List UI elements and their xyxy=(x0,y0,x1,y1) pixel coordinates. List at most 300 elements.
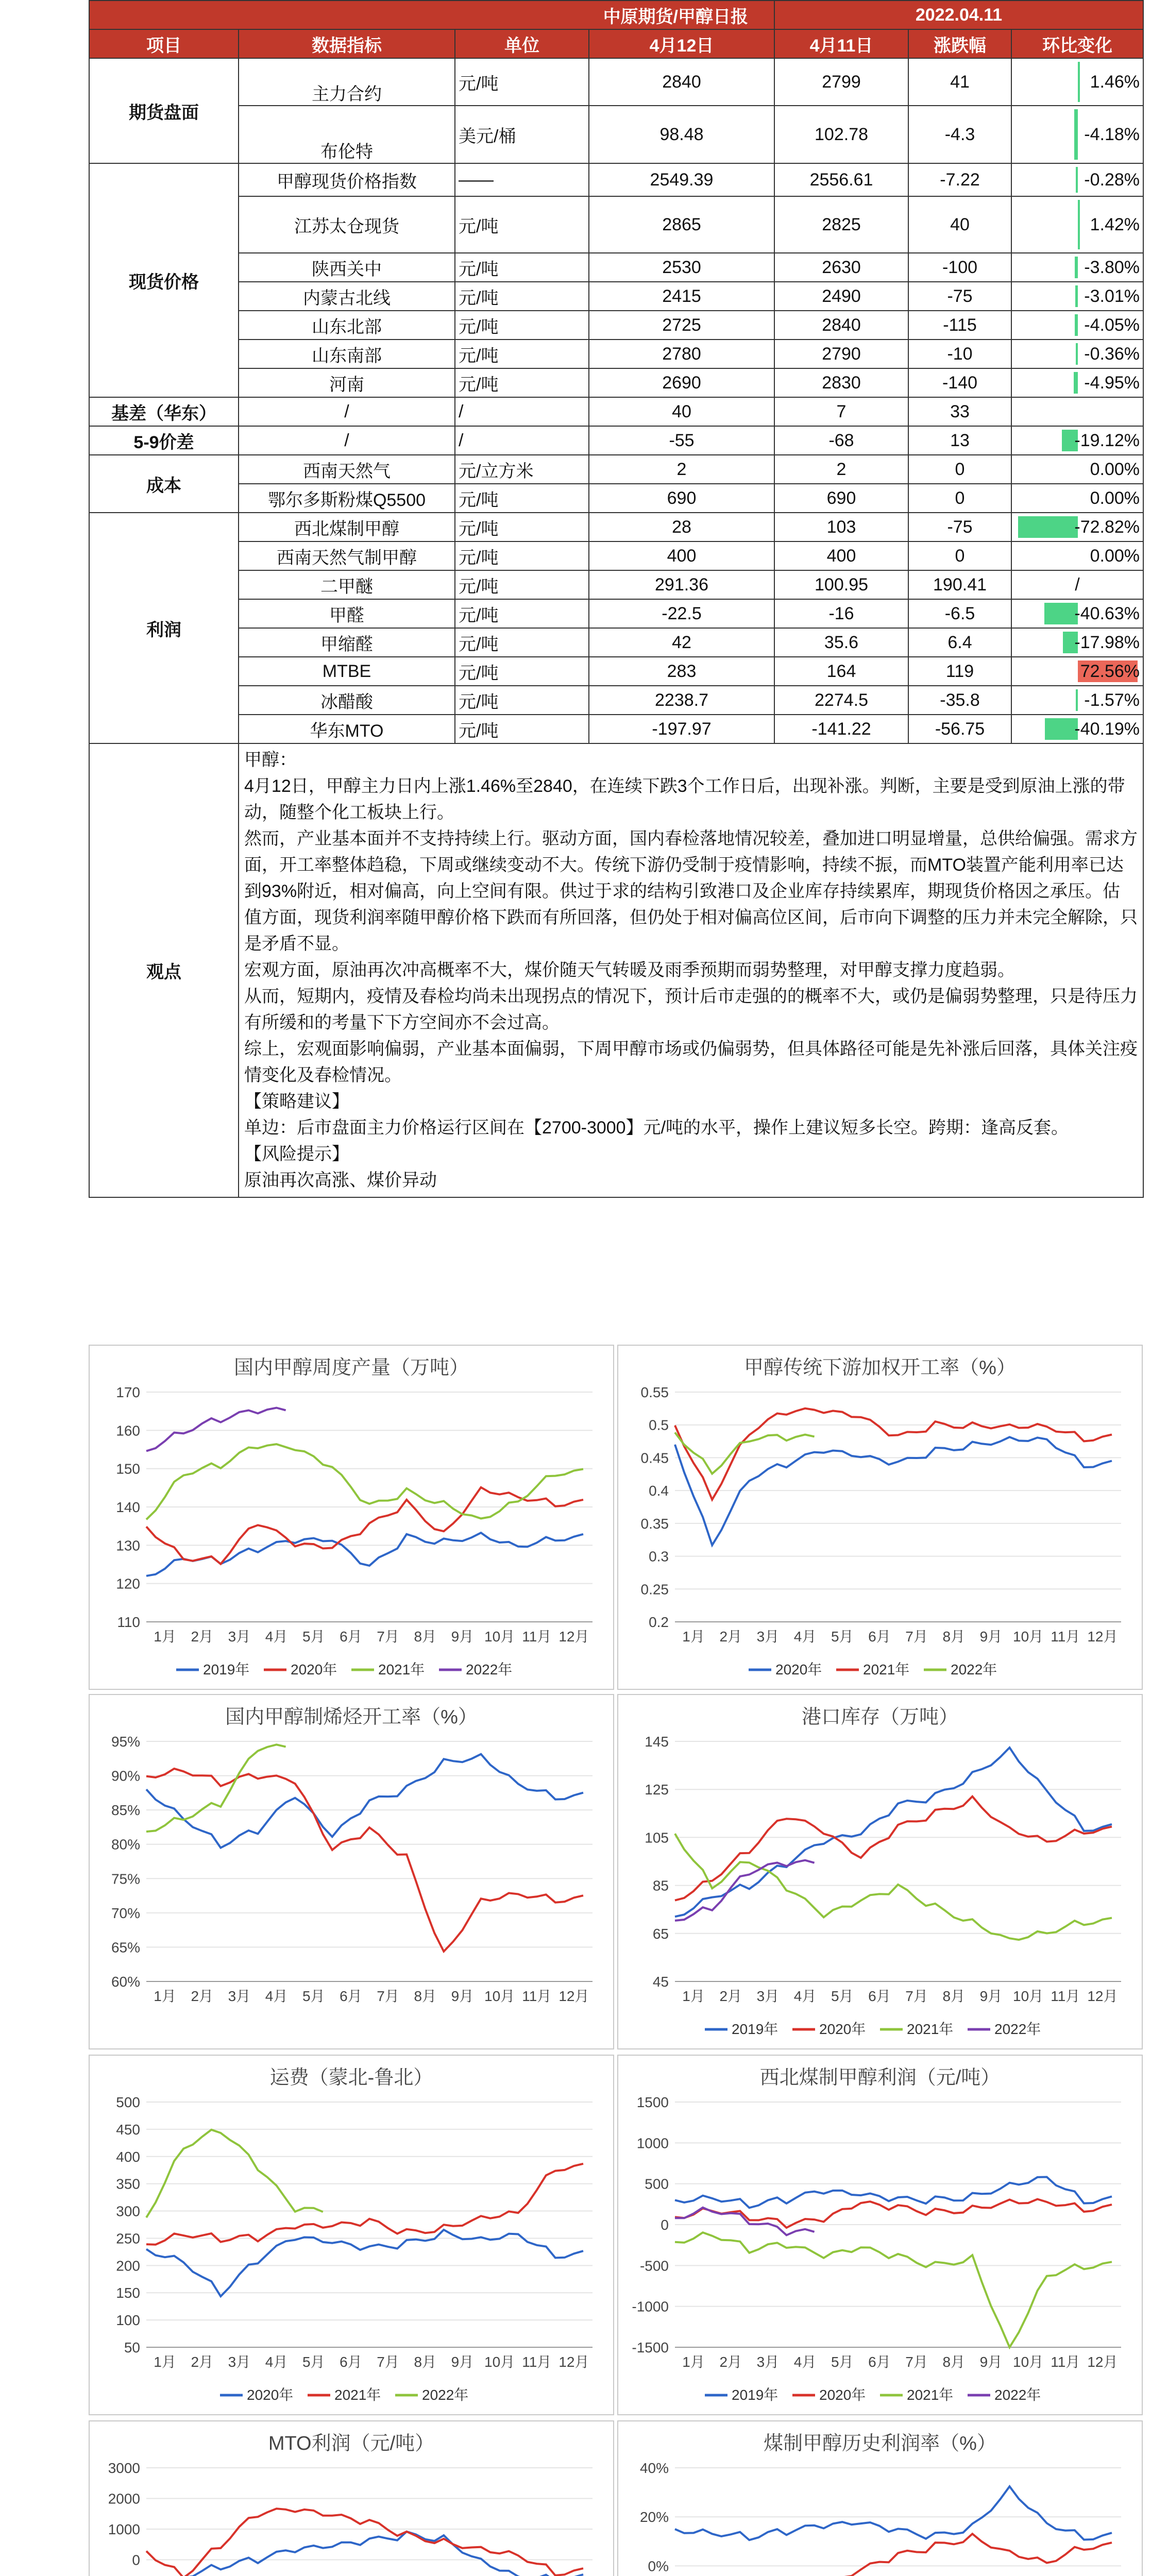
x-tick-label: 9月 xyxy=(451,1629,474,1645)
chart-panel xyxy=(617,2055,1143,2415)
series-line xyxy=(146,1408,286,1451)
series-line xyxy=(146,2164,583,2245)
x-tick-label: 7月 xyxy=(905,1988,928,2004)
table-row xyxy=(89,599,1143,628)
cell-d1: 2690 xyxy=(589,368,774,397)
change-bar xyxy=(1074,372,1078,394)
chart-svg xyxy=(90,2056,613,2414)
report-page xyxy=(89,0,1143,2576)
cell-change xyxy=(1011,570,1143,599)
cell-d1: 2530 xyxy=(589,253,774,282)
cell-unit: 元/吨 xyxy=(455,253,589,282)
x-tick-label: 4月 xyxy=(793,1988,817,2004)
cell-indicator: / xyxy=(239,426,455,455)
cell-d2: 2799 xyxy=(774,58,908,106)
table-row xyxy=(89,196,1143,253)
table-row xyxy=(89,368,1143,397)
x-tick-label: 9月 xyxy=(979,1988,1003,2004)
cell-change xyxy=(1011,253,1143,282)
cell-indicator: 甲醇现货价格指数 xyxy=(239,163,455,196)
legend-label: 2019年 xyxy=(732,2387,778,2403)
cell-d2: 100.95 xyxy=(774,570,908,599)
change-bar xyxy=(1078,62,1080,102)
x-tick-label: 12月 xyxy=(558,1629,589,1645)
cell-d2: 35.6 xyxy=(774,628,908,657)
cell-unit: 元/吨 xyxy=(455,657,589,686)
chart-svg xyxy=(618,2056,1142,2414)
y-tick-label: 80% xyxy=(111,1836,140,1853)
cell-change xyxy=(1011,196,1143,253)
cell-unit: 元/吨 xyxy=(455,686,589,715)
cell-indicator: 陕西关中 xyxy=(239,253,455,282)
y-tick-label: 2000 xyxy=(108,2490,140,2507)
cell-unit: 元/吨 xyxy=(455,599,589,628)
y-tick-label: 85% xyxy=(111,1802,140,1819)
chart-panel xyxy=(89,2055,614,2415)
cell-change xyxy=(1011,368,1143,397)
x-tick-label: 12月 xyxy=(1087,1629,1118,1645)
col-header: 单位 xyxy=(455,29,589,58)
cell-diff: 0 xyxy=(908,455,1011,484)
cell-indicator: 河南 xyxy=(239,368,455,397)
cell-indicator: 甲缩醛 xyxy=(239,628,455,657)
x-tick-label: 12月 xyxy=(558,2354,589,2370)
legend-label: 2021年 xyxy=(334,2387,381,2403)
y-tick-label: 60% xyxy=(111,1974,140,1990)
view-label: 观点 xyxy=(89,743,239,1197)
chart-title: 煤制甲醇历史利润率（%） xyxy=(764,2433,996,2454)
x-tick-label: 7月 xyxy=(377,2354,399,2370)
group-label: 利润 xyxy=(89,513,239,743)
x-tick-label: 7月 xyxy=(905,1629,928,1645)
cell-diff: 13 xyxy=(908,426,1011,455)
view-paragraph: 【策略建议】 xyxy=(244,1092,349,1111)
view-paragraph: 4月12日，甲醇主力日内上涨1.46%至2840，在连续下跌3个工作日后，出现补涨。判断，主要是受到原油上涨的带动，随整个化工板块上行。 xyxy=(244,776,1125,822)
cell-d2: 102.78 xyxy=(774,106,908,163)
chart-title: 西北煤制甲醇利润（元/吨） xyxy=(759,2067,1001,2089)
cell-diff: 0 xyxy=(908,541,1011,570)
cell-d2: 164 xyxy=(774,657,908,686)
y-tick-label: 140 xyxy=(116,1499,140,1515)
x-tick-label: 8月 xyxy=(414,1629,437,1645)
legend-label: 2022年 xyxy=(994,2387,1041,2403)
cell-diff: -75 xyxy=(908,513,1011,541)
cell-d1: 2549.39 xyxy=(589,163,774,196)
cell-d1: -197.97 xyxy=(589,715,774,743)
series-line xyxy=(146,2532,583,2576)
chart-svg xyxy=(90,2421,613,2576)
y-tick-label: 0.2 xyxy=(649,1614,669,1630)
chart-svg xyxy=(618,2421,1142,2576)
cell-diff: 6.4 xyxy=(908,628,1011,657)
table-row xyxy=(89,426,1143,455)
x-tick-label: 3月 xyxy=(228,2354,251,2370)
cell-change xyxy=(1011,340,1143,368)
change-value: -3.80% xyxy=(1084,257,1140,277)
cell-d2: 2274.5 xyxy=(774,686,908,715)
x-tick-label: 5月 xyxy=(831,1988,854,2004)
chart-svg xyxy=(618,1346,1142,1689)
cell-d1: 283 xyxy=(589,657,774,686)
table-row xyxy=(89,455,1143,484)
x-tick-label: 1月 xyxy=(682,1988,705,2004)
group-label: 基差（华东） xyxy=(89,397,239,426)
change-bar xyxy=(1075,285,1078,307)
x-tick-label: 2月 xyxy=(719,1629,742,1645)
y-tick-label: 1500 xyxy=(636,2094,669,2110)
y-tick-label: 85 xyxy=(652,1877,669,1894)
y-tick-label: 300 xyxy=(116,2203,140,2219)
series-line xyxy=(675,1409,1112,1500)
cell-d1: 2 xyxy=(589,455,774,484)
cell-diff: -75 xyxy=(908,282,1011,311)
series-line xyxy=(146,1533,583,1576)
x-tick-label: 4月 xyxy=(265,1988,288,2004)
cell-indicator: 内蒙古北线 xyxy=(239,282,455,311)
x-tick-label: 1月 xyxy=(154,2354,176,2370)
cell-d1: 42 xyxy=(589,628,774,657)
cell-change xyxy=(1011,426,1143,455)
chart-panel xyxy=(89,1694,614,2049)
group-label: 5-9价差 xyxy=(89,426,239,455)
cell-d1: 2725 xyxy=(589,311,774,340)
x-tick-label: 10月 xyxy=(484,2354,515,2370)
legend-label: 2021年 xyxy=(907,2387,954,2403)
group-label: 期货盘面 xyxy=(89,58,239,163)
cell-indicator: 华东MTO xyxy=(239,715,455,743)
cell-indicator: MTBE xyxy=(239,657,455,686)
change-value: -4.05% xyxy=(1084,315,1140,335)
cell-indicator: / xyxy=(239,397,455,426)
cell-d1: 28 xyxy=(589,513,774,541)
table-row xyxy=(89,715,1143,743)
cell-change xyxy=(1011,484,1143,513)
table-row xyxy=(89,657,1143,686)
legend-label: 2022年 xyxy=(994,2021,1041,2037)
series-line xyxy=(146,1444,583,1519)
col-header: 环比变化 xyxy=(1011,29,1143,58)
cell-unit: / xyxy=(455,397,589,426)
cell-diff: -56.75 xyxy=(908,715,1011,743)
view-paragraph: 单边：后市盘面主力价格运行区间在【2700-3000】元/吨的水平，操作上建议短多长空。跨期：逢高反套。 xyxy=(244,1118,1069,1138)
table-row xyxy=(89,484,1143,513)
x-tick-label: 3月 xyxy=(228,1988,251,2004)
x-tick-label: 10月 xyxy=(1013,2354,1044,2370)
x-tick-label: 8月 xyxy=(942,1629,966,1645)
x-tick-label: 3月 xyxy=(756,2354,780,2370)
cell-d1: 2238.7 xyxy=(589,686,774,715)
table-row xyxy=(89,570,1143,599)
x-tick-label: 2月 xyxy=(191,1988,214,2004)
cell-unit: 元/吨 xyxy=(455,570,589,599)
y-tick-label: 65 xyxy=(652,1925,669,1942)
x-tick-label: 11月 xyxy=(522,1629,552,1645)
y-tick-label: 110 xyxy=(117,1614,140,1630)
y-tick-label: 0.4 xyxy=(649,1483,669,1499)
cell-unit: 元/吨 xyxy=(455,513,589,541)
y-tick-label: 0 xyxy=(661,2217,669,2233)
y-tick-label: -500 xyxy=(639,2258,669,2274)
cell-indicator: 西北煤制甲醇 xyxy=(239,513,455,541)
col-header: 4月12日 xyxy=(589,29,774,58)
x-tick-label: 12月 xyxy=(558,1988,589,2004)
change-bar xyxy=(1045,718,1078,740)
cell-unit: —— xyxy=(455,163,589,196)
y-tick-label: 70% xyxy=(111,1905,140,1921)
series-line xyxy=(146,2230,583,2296)
y-tick-label: 500 xyxy=(116,2094,140,2110)
cell-indicator: 甲醛 xyxy=(239,599,455,628)
cell-d1: 2415 xyxy=(589,282,774,311)
report-title: 中原期货/甲醇日报 xyxy=(89,1,774,29)
y-tick-label: 3000 xyxy=(108,2460,140,2476)
x-tick-label: 12月 xyxy=(1087,1988,1118,2004)
y-tick-label: 0.5 xyxy=(649,1417,669,1433)
series-line xyxy=(675,2208,815,2235)
series-line xyxy=(675,2177,1112,2208)
cell-unit: 元/吨 xyxy=(455,58,589,106)
x-tick-label: 9月 xyxy=(451,2354,474,2370)
x-tick-label: 4月 xyxy=(793,1629,817,1645)
x-tick-label: 9月 xyxy=(979,1629,1003,1645)
cell-unit: 元/吨 xyxy=(455,282,589,311)
cell-indicator: 山东南部 xyxy=(239,340,455,368)
x-tick-label: 10月 xyxy=(484,1629,515,1645)
change-value: 1.42% xyxy=(1090,214,1140,234)
cell-indicator: 山东北部 xyxy=(239,311,455,340)
table-row xyxy=(89,541,1143,570)
y-tick-label: 95% xyxy=(111,1734,140,1750)
x-tick-label: 11月 xyxy=(1051,1988,1080,2004)
table-header xyxy=(89,29,1143,58)
cell-d1: 690 xyxy=(589,484,774,513)
series-line xyxy=(675,2486,1112,2540)
y-tick-label: 75% xyxy=(111,1871,140,1887)
chart-panel xyxy=(617,1345,1143,1690)
x-tick-label: 1月 xyxy=(682,2354,705,2370)
cell-diff: 119 xyxy=(908,657,1011,686)
x-tick-label: 11月 xyxy=(1051,2354,1080,2370)
x-tick-label: 6月 xyxy=(868,1988,891,2004)
table-row xyxy=(89,282,1143,311)
table-row xyxy=(89,58,1143,106)
x-tick-label: 8月 xyxy=(942,1988,966,2004)
cell-indicator: 布伦特 xyxy=(239,106,455,163)
x-tick-label: 2月 xyxy=(191,2354,214,2370)
cell-d1: -22.5 xyxy=(589,599,774,628)
series-line xyxy=(146,2130,323,2217)
cell-diff: -10 xyxy=(908,340,1011,368)
x-tick-label: 12月 xyxy=(1087,2354,1118,2370)
change-value: 1.46% xyxy=(1090,72,1140,92)
table-row xyxy=(89,106,1143,163)
y-tick-label: 200 xyxy=(116,2258,140,2274)
x-tick-label: 10月 xyxy=(1013,1988,1044,2004)
legend-label: 2021年 xyxy=(863,1662,910,1677)
cell-unit: 元/吨 xyxy=(455,628,589,657)
x-tick-label: 6月 xyxy=(340,1988,362,2004)
cell-change xyxy=(1011,628,1143,657)
y-tick-label: 65% xyxy=(111,1939,140,1956)
change-value: -4.18% xyxy=(1084,124,1140,144)
y-tick-label: 130 xyxy=(116,1537,140,1554)
x-tick-label: 3月 xyxy=(756,1629,780,1645)
x-tick-label: 9月 xyxy=(451,1988,474,2004)
cell-d2: 2630 xyxy=(774,253,908,282)
table-row xyxy=(89,513,1143,541)
series-line xyxy=(146,1744,286,1832)
cell-change xyxy=(1011,657,1143,686)
cell-unit: 美元/桶 xyxy=(455,106,589,163)
chart-title: 国内甲醇周度产量（万吨） xyxy=(233,1357,469,1379)
x-tick-label: 2月 xyxy=(719,2354,742,2370)
y-tick-label: 20% xyxy=(639,2509,669,2526)
cell-diff: -35.8 xyxy=(908,686,1011,715)
y-tick-label: 400 xyxy=(116,2148,140,2165)
cell-d1: 2865 xyxy=(589,196,774,253)
change-bar xyxy=(1075,314,1078,336)
legend-label: 2021年 xyxy=(378,1662,425,1677)
change-bar xyxy=(1018,516,1078,538)
x-tick-label: 4月 xyxy=(265,1629,288,1645)
cell-indicator: 西南天然气 xyxy=(239,455,455,484)
cell-d2: 2 xyxy=(774,455,908,484)
cell-change xyxy=(1011,106,1143,163)
x-tick-label: 7月 xyxy=(905,2354,928,2370)
cell-d2: 2825 xyxy=(774,196,908,253)
cell-d2: 690 xyxy=(774,484,908,513)
y-tick-label: 0.55 xyxy=(640,1384,669,1400)
y-tick-label: -1000 xyxy=(632,2298,669,2315)
y-tick-label: 150 xyxy=(116,1461,140,1477)
x-tick-label: 2月 xyxy=(719,1988,742,2004)
x-tick-label: 5月 xyxy=(831,2354,854,2370)
chart-panel xyxy=(617,1694,1143,2049)
cell-d2: 2556.61 xyxy=(774,163,908,196)
chart-title: 甲醇传统下游加权开工率（%） xyxy=(744,1357,1016,1379)
col-header: 数据指标 xyxy=(239,29,455,58)
x-tick-label: 9月 xyxy=(979,2354,1003,2370)
y-tick-label: -1500 xyxy=(632,2340,669,2355)
x-tick-label: 10月 xyxy=(1013,1629,1044,1645)
y-tick-label: 0% xyxy=(648,2558,669,2574)
change-bar xyxy=(1044,603,1078,624)
y-tick-label: 0.25 xyxy=(640,1581,669,1598)
y-tick-label: 250 xyxy=(116,2230,140,2247)
change-value: 0.00% xyxy=(1090,546,1140,566)
series-line xyxy=(675,1834,1112,1940)
cell-d1: 2840 xyxy=(589,58,774,106)
x-tick-label: 1月 xyxy=(682,1629,705,1645)
x-tick-label: 8月 xyxy=(942,2354,966,2370)
y-tick-label: 170 xyxy=(116,1384,140,1400)
chart-panel xyxy=(617,2420,1143,2576)
view-paragraph: 宏观方面，原油再次冲高概率不大，煤价随天气转暖及雨季预期而弱势整理，对甲醇支撑力度趋弱。 xyxy=(244,960,1015,980)
cell-unit: 元/吨 xyxy=(455,541,589,570)
cell-unit: 元/吨 xyxy=(455,196,589,253)
x-tick-label: 11月 xyxy=(1051,1629,1080,1645)
change-value: -0.28% xyxy=(1084,170,1140,190)
cell-diff: -115 xyxy=(908,311,1011,340)
x-tick-label: 6月 xyxy=(868,2354,891,2370)
view-paragraph: 从而，短期内，疫情及春检均尚未出现拐点的情况下，预计后市走强的的概率不大，或仍是偏弱势整理，只是待压力有所缓和的考量下下方空间亦不会过高。 xyxy=(244,987,1138,1032)
legend-label: 2022年 xyxy=(422,2387,469,2403)
change-value: -72.82% xyxy=(1074,517,1140,537)
cell-change xyxy=(1011,513,1143,541)
cell-d2: 103 xyxy=(774,513,908,541)
cell-indicator: 江苏太仓现货 xyxy=(239,196,455,253)
cell-change xyxy=(1011,715,1143,743)
change-value: -40.63% xyxy=(1074,603,1140,623)
x-tick-label: 11月 xyxy=(522,1988,552,2004)
col-header: 涨跌幅 xyxy=(908,29,1011,58)
y-tick-label: 120 xyxy=(116,1575,140,1592)
x-tick-label: 1月 xyxy=(154,1988,176,2004)
cell-d2: 7 xyxy=(774,397,908,426)
cell-indicator: 西南天然气制甲醇 xyxy=(239,541,455,570)
cell-diff: 41 xyxy=(908,58,1011,106)
cell-indicator: 鄂尔多斯粉煤Q5500 xyxy=(239,484,455,513)
legend-label: 2020年 xyxy=(775,1662,822,1677)
y-tick-label: 90% xyxy=(111,1768,140,1784)
cell-change xyxy=(1011,282,1143,311)
change-value: -19.12% xyxy=(1074,430,1140,450)
cell-change xyxy=(1011,541,1143,570)
cell-d2: -16 xyxy=(774,599,908,628)
cell-unit: 元/立方米 xyxy=(455,455,589,484)
change-value: -17.98% xyxy=(1074,632,1140,652)
cell-indicator: 主力合约 xyxy=(239,58,455,106)
series-line xyxy=(675,2534,1112,2576)
group-label: 现货价格 xyxy=(89,163,239,397)
cell-unit: 元/吨 xyxy=(455,715,589,743)
y-tick-label: 105 xyxy=(645,1829,669,1846)
view-paragraph: 综上，宏观面影响偏弱，产业基本面偏弱，下周甲醇市场或仍偏弱势，但具体路径可能是先补涨后回落，具体关注疫情变化及春检情况。 xyxy=(244,1039,1138,1085)
view-text xyxy=(239,743,1143,1197)
x-tick-label: 11月 xyxy=(522,2354,552,2370)
change-value: 0.00% xyxy=(1090,488,1140,508)
legend-label: 2019年 xyxy=(203,1662,250,1677)
cell-d2: 2840 xyxy=(774,311,908,340)
change-bar xyxy=(1075,257,1078,278)
cell-diff: -4.3 xyxy=(908,106,1011,163)
x-tick-label: 10月 xyxy=(484,1988,515,2004)
view-paragraph: 然而，产业基本面并不支持持续上行。驱动方面，国内春检落地情况较差，叠加进口明显增量，总供给偏强。需求方面，开工率整体趋稳，下周或继续变动不大。传统下游仍受制于疫情影响，持续不振，而MTO装置产能利用率已达到93%附近，相对偏高，向上空间有限。供过于求的结构引致港口及企业库存持续累库，期现货价格因之承压。估值方面，现货利润率随甲醇价格下跌而有所回落，但仍处于相对偏高位区间，后市向下调整的压力并未完全解除，只是矛盾不显。 xyxy=(244,829,1138,954)
change-bar xyxy=(1076,689,1078,711)
cell-d1: -55 xyxy=(589,426,774,455)
legend-label: 2020年 xyxy=(819,2021,866,2037)
change-value: -1.57% xyxy=(1084,690,1140,710)
y-tick-label: 0.35 xyxy=(640,1515,669,1532)
cell-diff: 40 xyxy=(908,196,1011,253)
table-row xyxy=(89,628,1143,657)
y-tick-label: 150 xyxy=(116,2285,140,2301)
x-tick-label: 1月 xyxy=(154,1629,176,1645)
cell-d1: 2780 xyxy=(589,340,774,368)
legend-label: 2022年 xyxy=(951,1662,997,1677)
change-bar xyxy=(1076,343,1078,365)
cell-d2: 2830 xyxy=(774,368,908,397)
cell-unit: 元/吨 xyxy=(455,340,589,368)
table-row xyxy=(89,340,1143,368)
legend-label: 2020年 xyxy=(291,1662,337,1677)
chart-title: MTO利润（元/吨） xyxy=(268,2433,435,2454)
cell-change xyxy=(1011,311,1143,340)
cell-change xyxy=(1011,686,1143,715)
cell-change xyxy=(1011,397,1143,426)
cell-d2: 2790 xyxy=(774,340,908,368)
col-header: 项目 xyxy=(89,29,239,58)
